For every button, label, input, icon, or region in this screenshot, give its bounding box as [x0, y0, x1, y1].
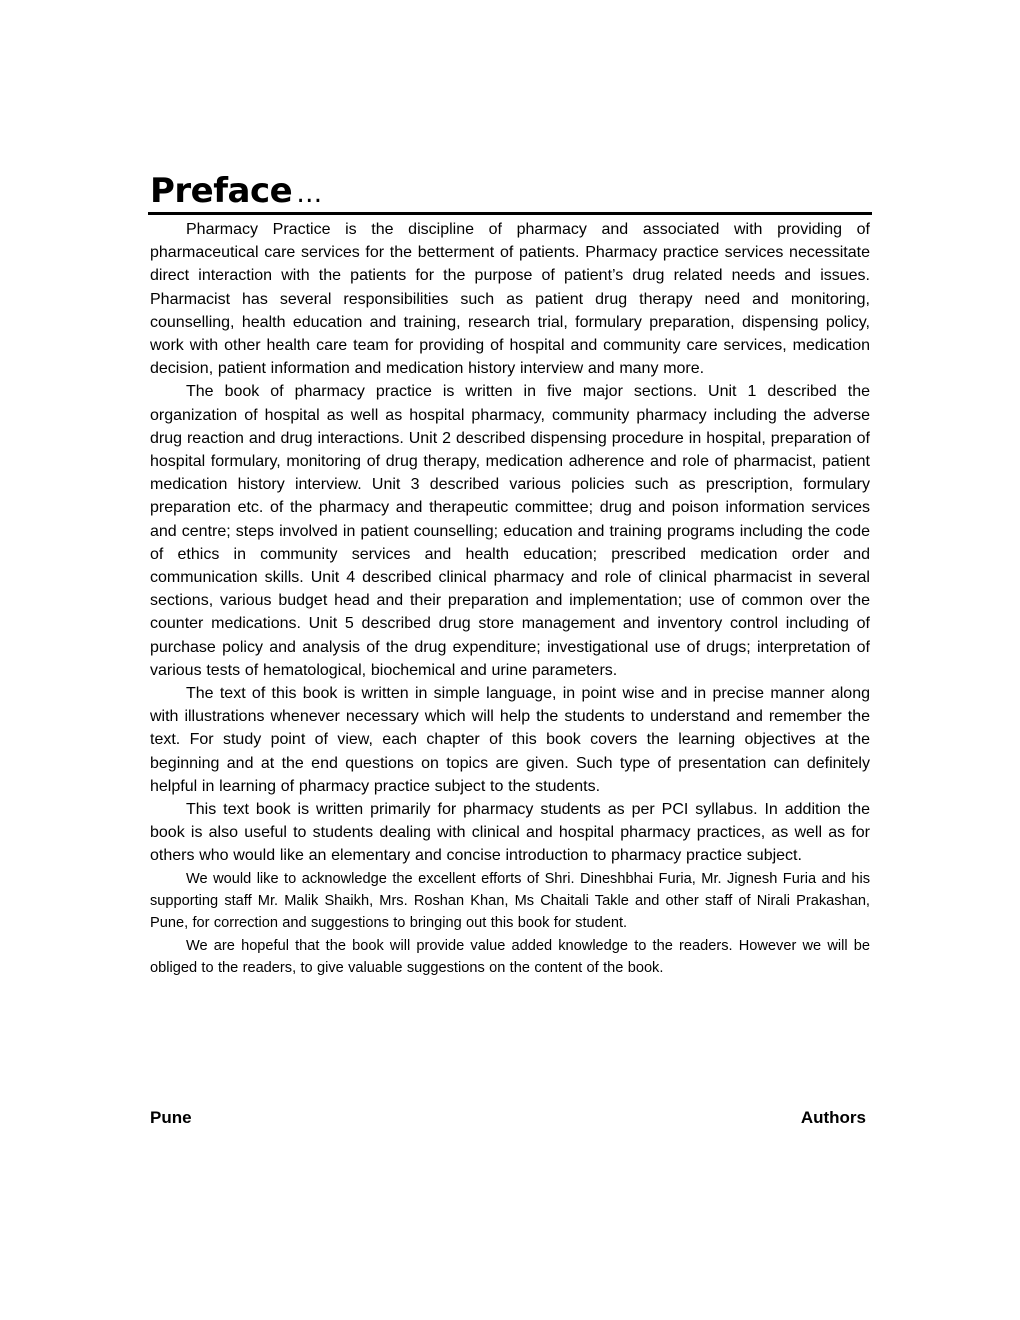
paragraph-language: The text of this book is written in simple language, in point wise and in precise manner along with illustrations whenever necessary which will help the students to understand and remember the text. For study point of view, each chapter of this book covers the learning objectives at the beginning and at the end questions on topics are given. Such type of presentation can definitely helpful in learning of pharmacy practice subject to the students. [150, 685, 870, 795]
preface-body [150, 218, 870, 979]
paragraph-closing: We are hopeful that the book will provide value added knowledge to the readers. However we will be obliged to the readers, to give valuable suggestions on the content of the book. [150, 937, 870, 976]
preface-page [150, 172, 872, 979]
paragraph-acknowledgement: We would like to acknowledge the excellent efforts of Shri. Dineshbhai Furia, Mr. Jignesh Furia and his supporting staff Mr. Malik Shaikh, Mrs. Roshan Khan, Ms Chaitali Takle and other staff of Nirali Prakashan, Pune, for correction and suggestions to bringing out this book for student. [150, 870, 870, 932]
signoff-author: Authors [800, 1108, 866, 1127]
paragraph-audience: This text book is written primarily for pharmacy students as per PCI syllabus. In addition the book is also useful to students dealing with clinical and hospital pharmacy practices, as well as for others who would like an elementary and concise introduction to pharmacy practice subject. [150, 801, 870, 865]
title-text: Preface [150, 171, 293, 211]
signoff-place: Pune [150, 1108, 192, 1127]
page-title [150, 172, 872, 210]
paragraph-units: The book of pharmacy practice is written in five major sections. Unit 1 described the organization of hospital as well as hospital pharmacy, community pharmacy including the adverse drug reaction and drug interactions. Unit 2 described dispensing procedure in hospital, preparation of hospital formulary, monitoring of drug therapy, medication adherence and role of pharmacist, patient medication history interview. Unit 3 described various policies such as prescription, formulary preparation etc. of the pharmacy and therapeutic committee; drug and poison information services and centre; steps involved in patient counselling; education and training programs including the code of ethics in community services and health education; prescribed medication order and communication skills. Unit 4 described clinical pharmacy and role of clinical pharmacist in several sections, various budget head and their preparation and implementation; use of common over the counter medications. Unit 5 described drug store management and inventory control including of purchase policy and analysis of the drug expenditure; investigational use of drugs; interpretation of various tests of hematological, biochemical and urine parameters. [150, 383, 870, 679]
paragraph-intro: Pharmacy Practice is the discipline of pharmacy and associated with providing of pharmaceutical care services for the betterment of patients. Pharmacy practice services necessitate direct interaction with the patients for the purpose of patient’s drug related needs and issues. Pharmacist has several responsibilities such as patient drug therapy need and monitoring, counselling, health education and training, research trial, formulary preparation, dispensing policy, work with other health care team for providing of hospital and community care services, medication decision, patient information and medication history interview and many more. [150, 221, 870, 378]
signoff-row [150, 1106, 866, 1130]
title-underline-rule [148, 212, 872, 215]
title-ellipsis: … [296, 179, 324, 209]
